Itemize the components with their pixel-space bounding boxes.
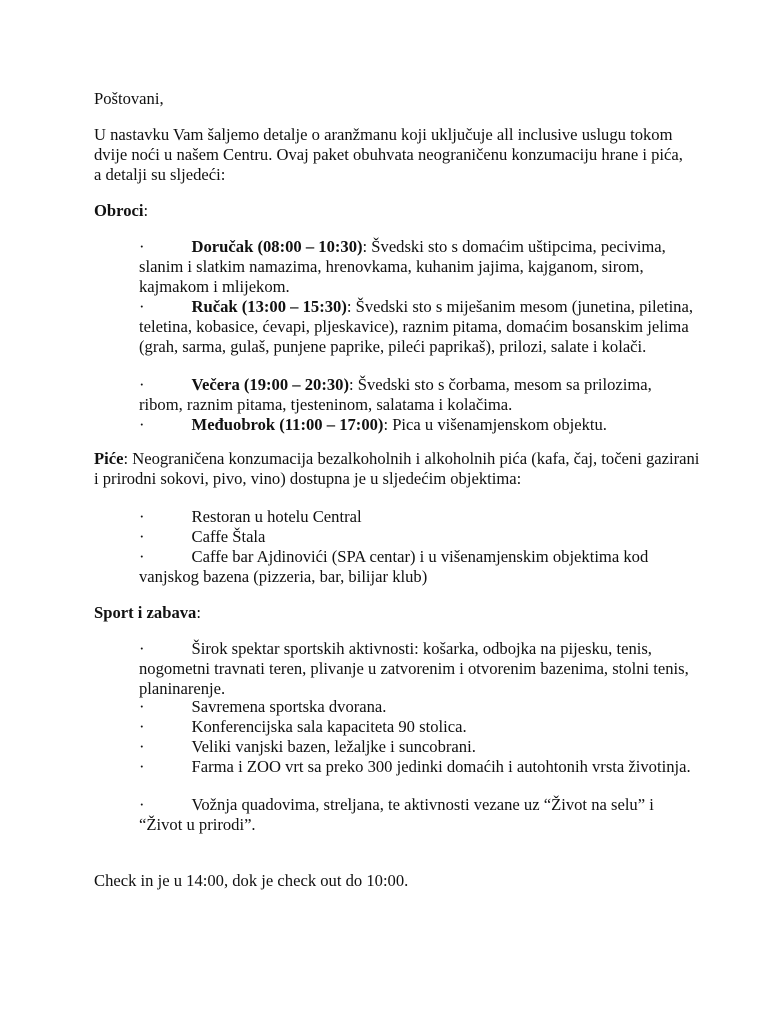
- sport-item-text: Savremena sportska dvorana.: [191, 697, 387, 716]
- greeting: Poštovani,: [94, 89, 164, 108]
- bullet: ·: [139, 297, 145, 316]
- meal-title: Doručak (08:00 – 10:30): [191, 237, 363, 256]
- meal-item-lunch: [139, 297, 699, 357]
- meal-text: : Švedski sto s čorbama, mesom sa prilozima, ribom, raznim pitama, tjesteninom, salatama i kolačima.: [139, 375, 652, 414]
- bullet: ·: [139, 795, 145, 814]
- sport-item-text: Veliki vanjski bazen, ležaljke i suncobrani.: [191, 737, 476, 756]
- sport-item: [139, 697, 699, 717]
- meal-text: : Švedski sto s miješanim mesom (junetina, piletina, teletina, kobasice, ćevapi, pljeskavice), raznim pitama, domaćim bosanskim jelima (grah, sarma, gulaš, punjene paprike, pileći paprikaš), prilozi, salate i kolači.: [139, 297, 693, 356]
- drinks-item: [139, 527, 699, 547]
- meal-text: : Švedski sto s domaćim uštipcima, pecivima, slanim i slatkim namazima, hrenovkama, kuhanim jajima, kajganom, sirom, kajmakom i mlijekom.: [139, 237, 666, 296]
- drinks-item-text: Restoran u hotelu Central: [191, 507, 362, 526]
- sport-heading: [94, 603, 694, 623]
- drinks-item: [139, 547, 699, 587]
- sport-item: [139, 737, 699, 757]
- meal-title: Ručak (13:00 – 15:30): [191, 297, 347, 316]
- bullet: ·: [139, 237, 145, 256]
- intro-paragraph: U nastavku Vam šaljemo detalje o aranžmanu koji uključuje all inclusive uslugu tokom dvije noći u našem Centru. Ovaj paket obuhvata neograničenu konzumaciju hrane i pića, a detalji su sljedeći:: [94, 125, 683, 184]
- drinks-paragraph: [94, 449, 704, 489]
- checkin-info: Check in je u 14:00, dok je check out do 10:00.: [94, 871, 409, 890]
- sport-item-text: Konferencijska sala kapaciteta 90 stolica.: [191, 717, 467, 736]
- bullet: ·: [139, 415, 145, 434]
- bullet: ·: [139, 527, 145, 546]
- meals-heading-label: Obroci: [94, 201, 144, 220]
- meal-item-breakfast: [139, 237, 699, 297]
- drinks-heading: Piće: [94, 449, 124, 468]
- sport-item: [139, 717, 699, 737]
- meal-item-dinner: [139, 375, 699, 415]
- drinks-item-text: Caffe Štala: [191, 527, 266, 546]
- sport-heading-colon: :: [196, 603, 201, 622]
- bullet: ·: [139, 547, 145, 566]
- bullet: ·: [139, 737, 145, 756]
- sport-item: [139, 757, 699, 777]
- drinks-text: : Neograničena konzumacija bezalkoholnih i alkoholnih pića (kafa, čaj, točeni gazirani i prirodni sokovi, pivo, vino) dostupna je u sljedećim objektima:: [94, 449, 700, 488]
- bullet: ·: [139, 717, 145, 736]
- meals-heading: [94, 201, 694, 221]
- sport-item-text: Vožnja quadovima, streljana, te aktivnosti vezane uz “Život na selu” i “Život u prirodi”.: [139, 795, 654, 834]
- drinks-item-text: Caffe bar Ajdinovići (SPA centar) i u višenamjenskim objektima kod vanjskog bazena (pizzeria, bar, bilijar klub): [139, 547, 649, 586]
- sport-item-text: Širok spektar sportskih aktivnosti: košarka, odbojka na pijesku, tenis, nogometni travnati teren, plivanje u zatvorenim i otvorenim bazenima, stolni tenis, planinarenje.: [139, 639, 689, 698]
- sport-item: [139, 639, 699, 699]
- meal-title: Međuobrok (11:00 – 17:00): [191, 415, 384, 434]
- meal-title: Večera (19:00 – 20:30): [191, 375, 349, 394]
- sport-item: [139, 795, 699, 835]
- sport-heading-label: Sport i zabava: [94, 603, 197, 622]
- bullet: ·: [139, 757, 145, 776]
- sport-item-text: Farma i ZOO vrt sa preko 300 jedinki domaćih i autohtonih vrsta životinja.: [191, 757, 691, 776]
- drinks-item: [139, 507, 699, 527]
- meal-text: : Pica u višenamjenskom objektu.: [383, 415, 607, 434]
- meal-item-snack: [139, 415, 699, 435]
- bullet: ·: [139, 375, 145, 394]
- meals-heading-colon: :: [143, 201, 149, 220]
- bullet: ·: [139, 639, 145, 658]
- bullet: ·: [139, 697, 145, 716]
- bullet: ·: [139, 507, 145, 526]
